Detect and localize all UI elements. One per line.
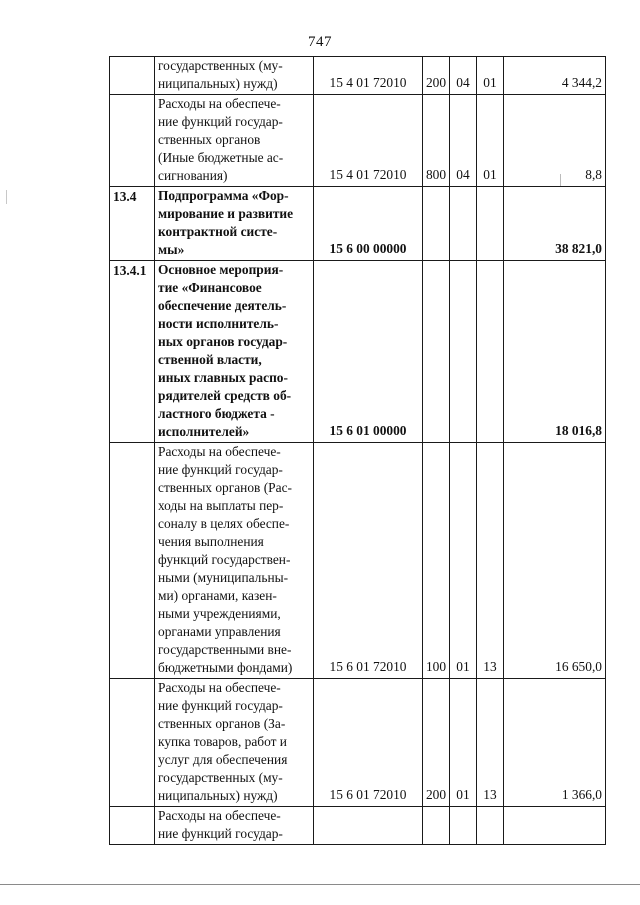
target-code-cell: 15 6 00 00000	[314, 187, 423, 261]
name-line: рядителей средств об-	[158, 388, 292, 403]
name-line: ластного бюджета -	[158, 406, 275, 421]
table-row	[110, 261, 606, 443]
name-line: ными (муниципальны-	[158, 570, 289, 585]
name-line: ми) органами, казен-	[158, 588, 277, 603]
expense-type-cell: 200	[423, 679, 450, 807]
name-line: ние функций государ-	[158, 698, 283, 713]
row-name-cell	[155, 261, 314, 443]
name-line: ности исполнитель-	[158, 316, 279, 331]
table-row	[110, 807, 606, 845]
row-number-cell	[110, 57, 155, 95]
row-number-cell	[110, 807, 155, 845]
table-row	[110, 95, 606, 187]
amount-cell	[504, 807, 606, 845]
page-number: 747	[308, 34, 332, 50]
name-line: государственными вне-	[158, 642, 292, 657]
subsection-cell: 01	[477, 95, 504, 187]
subsection-cell	[477, 187, 504, 261]
section-cell	[450, 187, 477, 261]
name-line: мирование и развитие	[158, 206, 294, 221]
expense-type-cell: 100	[423, 443, 450, 679]
amount-cell: 8,8	[504, 95, 606, 187]
section-cell	[450, 261, 477, 443]
name-line: Расходы на обеспече-	[158, 444, 281, 459]
scan-artifact	[6, 190, 7, 204]
name-line: иных главных распо-	[158, 370, 288, 385]
section-cell	[450, 807, 477, 845]
name-line: ных органов государ-	[158, 334, 288, 349]
name-line: ственных органов (За-	[158, 716, 286, 731]
name-line: услуг для обеспечения	[158, 752, 288, 767]
subsection-cell	[477, 261, 504, 443]
name-line: ние функций государ-	[158, 114, 283, 129]
subsection-cell	[477, 807, 504, 845]
name-line: органами управления	[158, 624, 281, 639]
row-name-cell	[155, 443, 314, 679]
budget-table-body	[110, 57, 606, 845]
name-line: (Иные бюджетные ас-	[158, 150, 284, 165]
section-cell: 01	[450, 679, 477, 807]
table-row	[110, 443, 606, 679]
target-code-cell: 15 6 01 00000	[314, 261, 423, 443]
amount-cell: 38 821,0	[504, 187, 606, 261]
name-line: Расходы на обеспече-	[158, 680, 281, 695]
row-name-cell	[155, 95, 314, 187]
expense-type-cell: 200	[423, 57, 450, 95]
row-name-cell	[155, 57, 314, 95]
amount-cell: 18 016,8	[504, 261, 606, 443]
name-line: ственных органов	[158, 132, 261, 147]
scan-artifact	[560, 174, 561, 186]
name-line: бюджетными фондами)	[158, 660, 293, 675]
row-name-cell	[155, 187, 314, 261]
target-code-cell: 15 4 01 72010	[314, 57, 423, 95]
row-number-cell	[110, 95, 155, 187]
table-row	[110, 679, 606, 807]
name-line: купка товаров, работ и	[158, 734, 287, 749]
table-row	[110, 57, 606, 95]
name-line: ственных органов (Рас-	[158, 480, 292, 495]
row-number-cell: 13.4.1	[110, 261, 155, 443]
footer-rule	[0, 884, 640, 885]
budget-table	[109, 56, 606, 845]
section-cell: 04	[450, 57, 477, 95]
target-code-cell	[314, 807, 423, 845]
name-line: государственных (му-	[158, 770, 283, 785]
row-name-cell	[155, 679, 314, 807]
subsection-cell: 13	[477, 679, 504, 807]
row-number-cell: 13.4	[110, 187, 155, 261]
name-line: чения выполнения	[158, 534, 264, 549]
name-line: контрактной систе-	[158, 224, 278, 239]
name-line: Расходы на обеспече-	[158, 96, 281, 111]
subsection-cell: 01	[477, 57, 504, 95]
name-line: соналу в целях обеспе-	[158, 516, 290, 531]
row-number-cell	[110, 443, 155, 679]
row-number-cell	[110, 679, 155, 807]
name-line: ниципальных) нужд)	[158, 76, 278, 91]
name-line: ние функций государ-	[158, 462, 283, 477]
name-line: функций государствен-	[158, 552, 291, 567]
amount-cell: 16 650,0	[504, 443, 606, 679]
table-row	[110, 187, 606, 261]
name-line: ниципальных) нужд)	[158, 788, 278, 803]
name-line: Подпрограмма «Фор-	[158, 188, 289, 203]
expense-type-cell	[423, 261, 450, 443]
expense-type-cell: 800	[423, 95, 450, 187]
subsection-cell: 13	[477, 443, 504, 679]
name-line: государственных (му-	[158, 58, 283, 73]
name-line: сигнования)	[158, 168, 228, 183]
amount-cell: 1 366,0	[504, 679, 606, 807]
section-cell: 01	[450, 443, 477, 679]
name-line: ходы на выплаты пер-	[158, 498, 284, 513]
row-name-cell	[155, 807, 314, 845]
section-cell: 04	[450, 95, 477, 187]
amount-cell: 4 344,2	[504, 57, 606, 95]
name-line: ственной власти,	[158, 352, 262, 367]
name-line: ние функций государ-	[158, 826, 283, 841]
name-line: Расходы на обеспече-	[158, 808, 281, 823]
name-line: ными учреждениями,	[158, 606, 281, 621]
target-code-cell: 15 4 01 72010	[314, 95, 423, 187]
target-code-cell: 15 6 01 72010	[314, 679, 423, 807]
name-line: мы»	[158, 242, 185, 257]
name-line: исполнителей»	[158, 424, 250, 439]
expense-type-cell	[423, 807, 450, 845]
target-code-cell: 15 6 01 72010	[314, 443, 423, 679]
name-line: обеспечение деятель-	[158, 298, 287, 313]
name-line: тие «Финансовое	[158, 280, 262, 295]
name-line: Основное мероприя-	[158, 262, 284, 277]
expense-type-cell	[423, 187, 450, 261]
